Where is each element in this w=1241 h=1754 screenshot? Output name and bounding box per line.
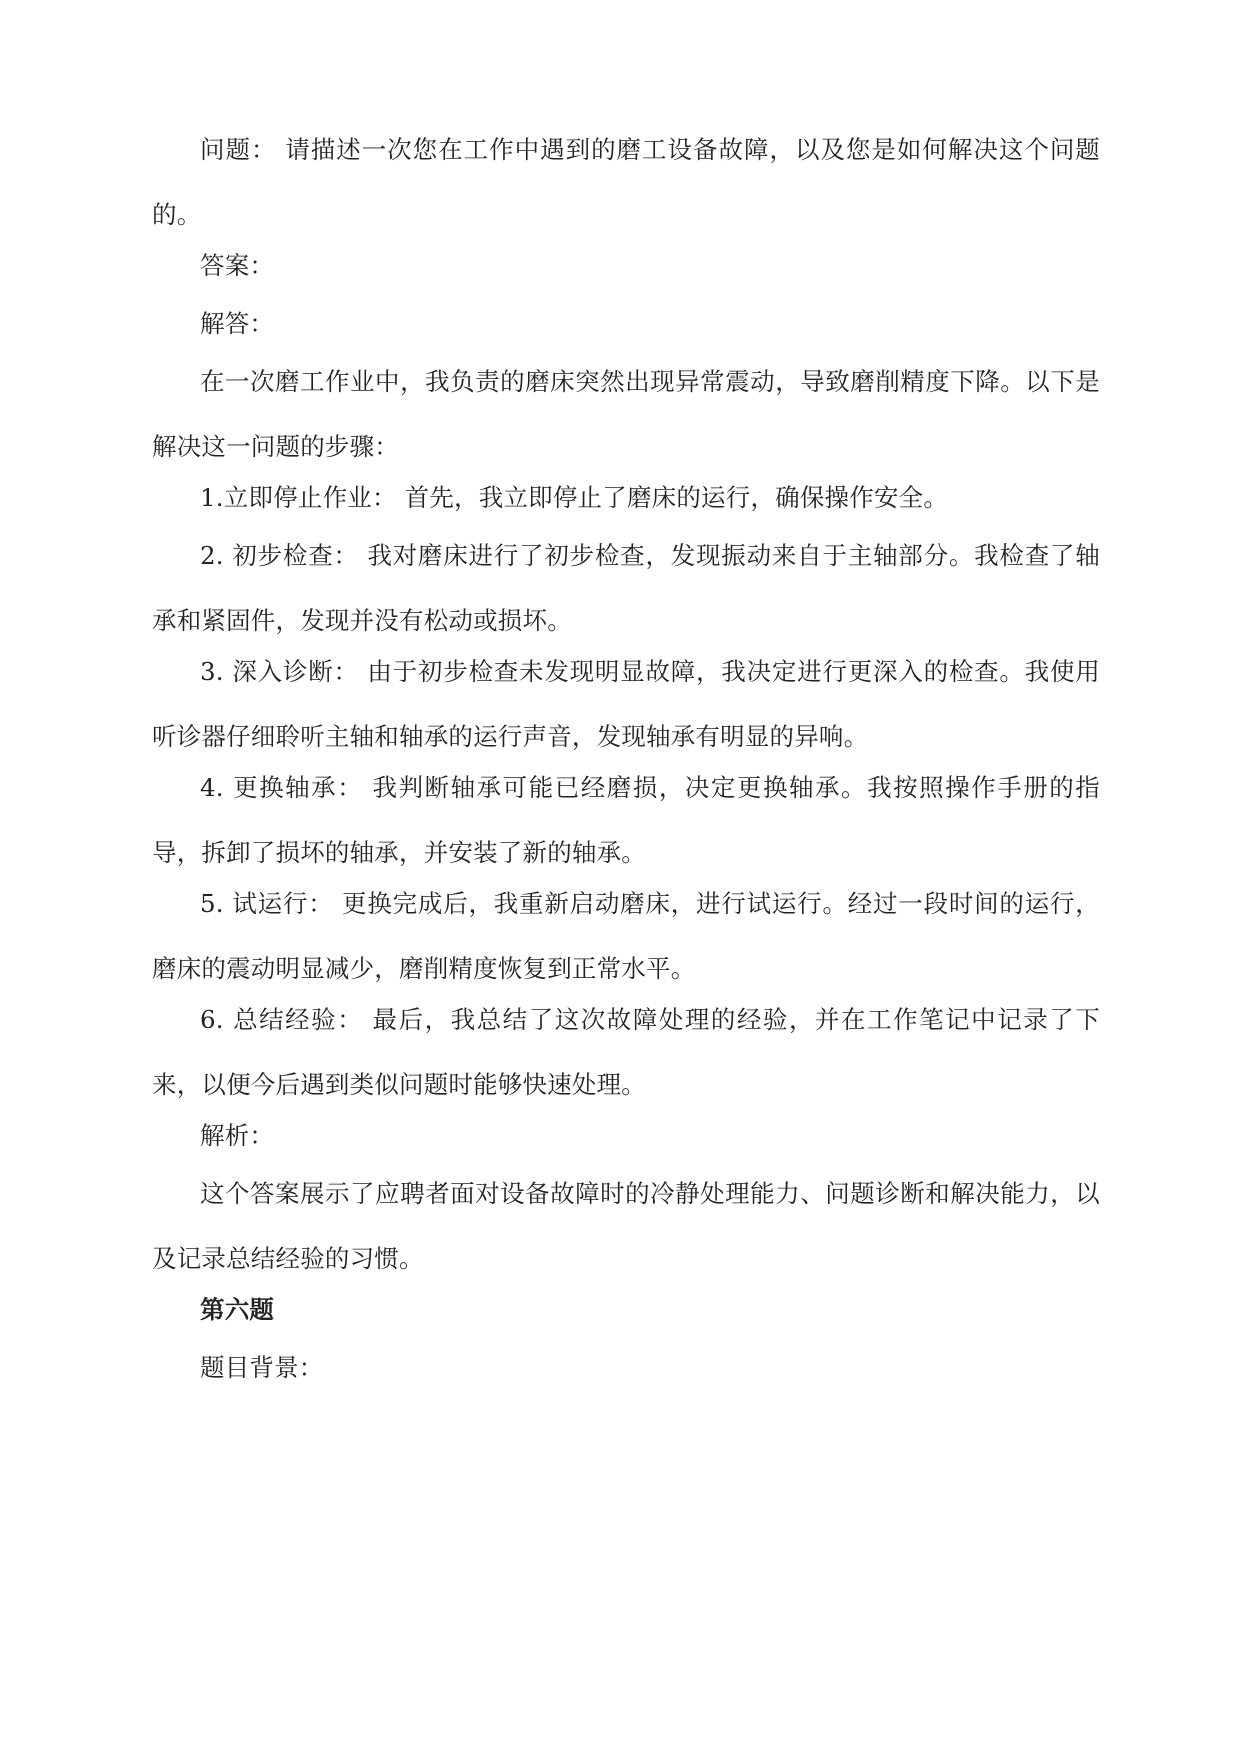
question-paragraph: 问题： 请描述一次您在工作中遇到的磨工设备故障，以及您是如何解决这个问题的。	[152, 135, 1100, 229]
solution-label: 解答：	[200, 309, 275, 338]
analysis-label: 解析：	[200, 1121, 275, 1150]
background-label: 题目背景：	[200, 1353, 324, 1382]
answer-label: 答案：	[200, 251, 275, 280]
step-3-paragraph: 3. 深入诊断： 由于初步检查未发现明显故障，我决定进行更深入的检查。我使用听诊器仔细聆听主轴和轴承的运行声音，发现轴承有明显的异响。	[152, 657, 1100, 751]
intro-paragraph: 在一次磨工作业中，我负责的磨床突然出现异常震动，导致磨削精度下降。以下是解决这一问题的步骤：	[152, 367, 1100, 461]
step-2-paragraph: 2. 初步检查： 我对磨床进行了初步检查，发现振动来自于主轴部分。我检查了轴承和紧固件，发现并没有松动或损坏。	[152, 541, 1100, 635]
step-1-paragraph: 1.立即停止作业： 首先，我立即停止了磨床的运行，确保操作安全。	[200, 483, 949, 512]
step-5-paragraph: 5. 试运行： 更换完成后，我重新启动磨床，进行试运行。经过一段时间的运行，磨床的震动明显减少，磨削精度恢复到正常水平。	[152, 889, 1100, 983]
step-6-paragraph: 6. 总结经验： 最后，我总结了这次故障处理的经验，并在工作笔记中记录了下来，以便今后遇到类似问题时能够快速处理。	[152, 1005, 1100, 1099]
analysis-paragraph: 这个答案展示了应聘者面对设备故障时的冷静处理能力、问题诊断和解决能力，以及记录总结经验的习惯。	[152, 1179, 1100, 1273]
section-heading: 第六题	[200, 1295, 275, 1324]
step-4-paragraph: 4. 更换轴承： 我判断轴承可能已经磨损，决定更换轴承。我按照操作手册的指导，拆卸了损坏的轴承，并安装了新的轴承。	[152, 773, 1100, 867]
